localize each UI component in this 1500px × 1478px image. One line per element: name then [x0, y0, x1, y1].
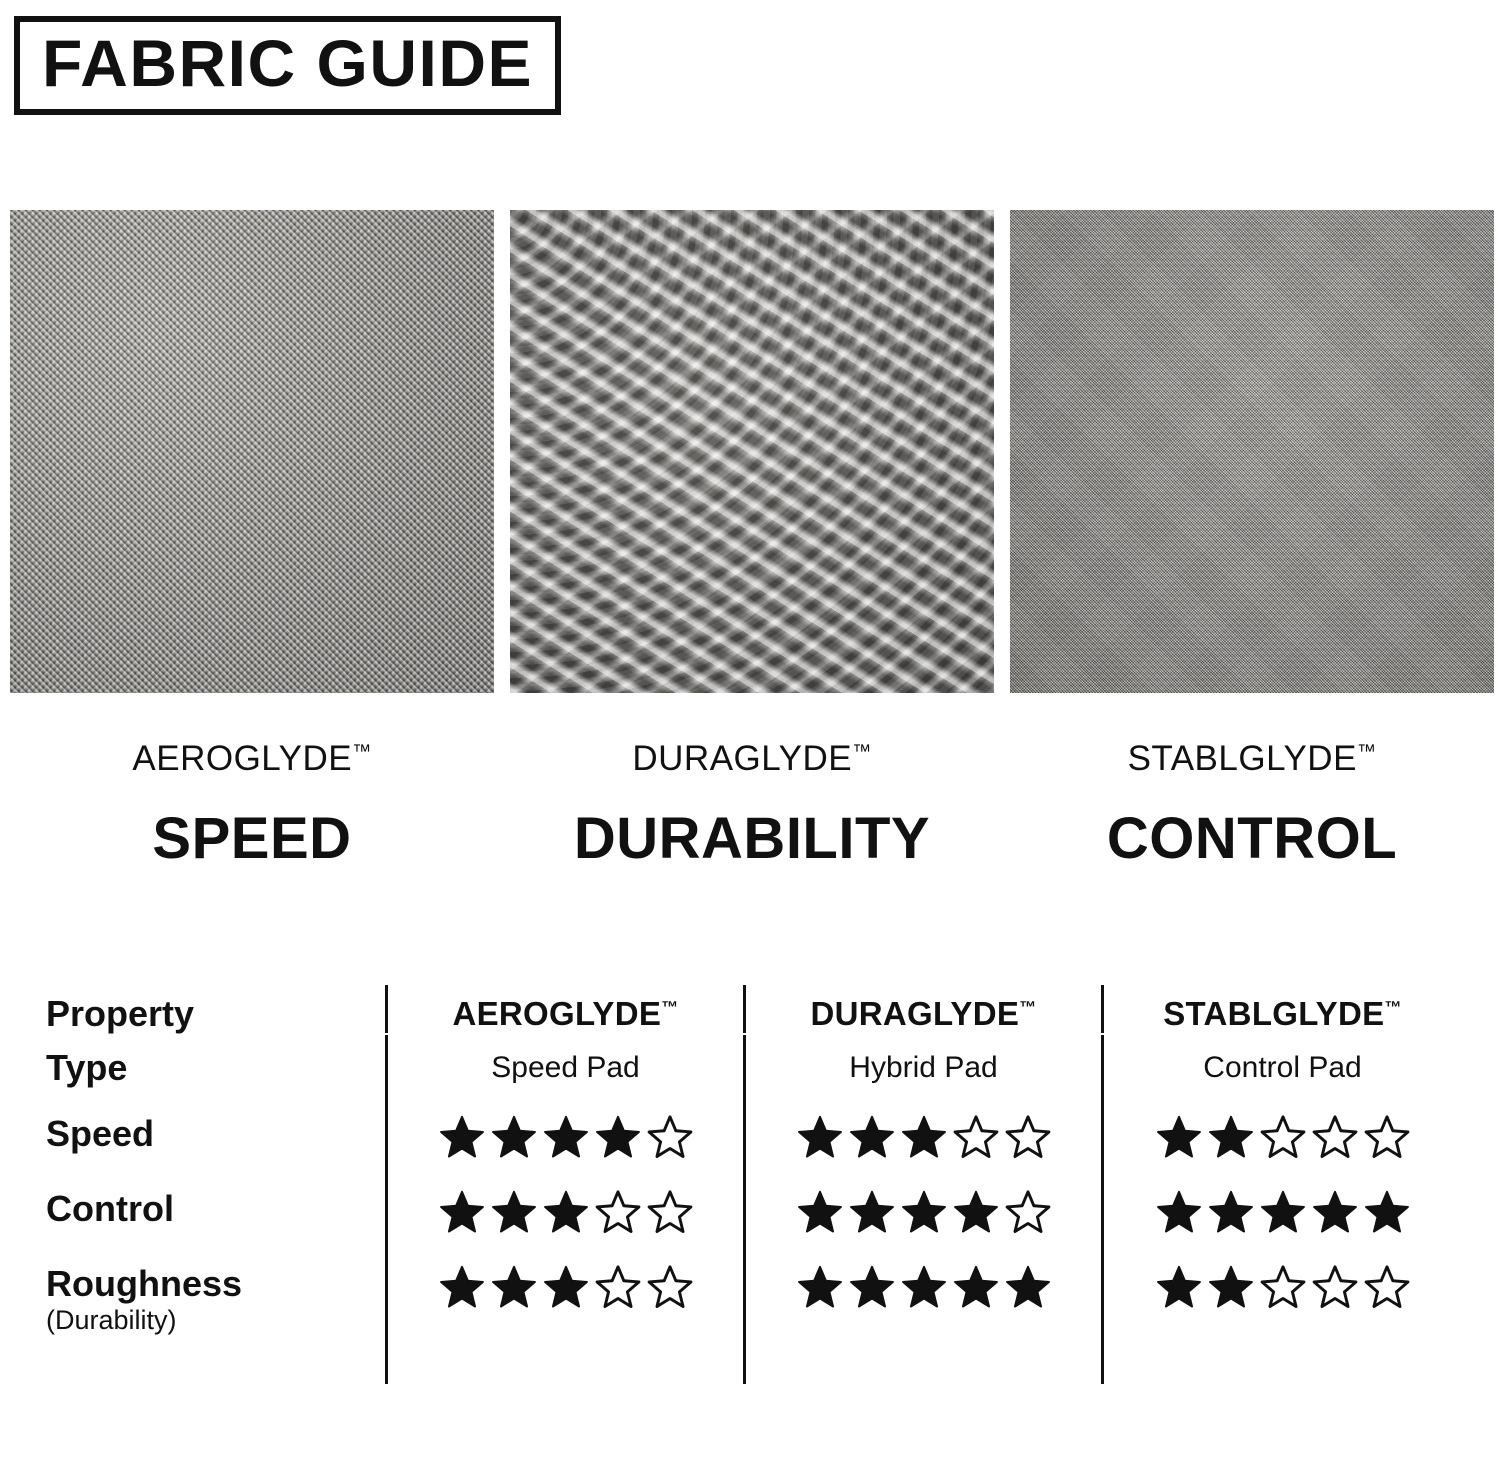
star-rating	[436, 1115, 696, 1159]
star-filled-icon	[1156, 1190, 1202, 1234]
table-cell-control-aeroglyde	[385, 1178, 743, 1253]
star-empty-icon	[1364, 1265, 1410, 1309]
table-cell-text: Control Pad	[1203, 1051, 1362, 1084]
star-filled-icon	[543, 1115, 589, 1159]
star-filled-icon	[543, 1265, 589, 1309]
star-filled-icon	[849, 1265, 895, 1309]
trademark-icon: ™	[1356, 741, 1377, 763]
star-empty-icon	[1260, 1115, 1306, 1159]
fabric-name-duraglyde-text: DURAGLYDE	[632, 739, 853, 778]
star-empty-icon	[1005, 1190, 1051, 1234]
star-filled-icon	[849, 1115, 895, 1159]
star-filled-icon	[797, 1265, 843, 1309]
trademark-icon: ™	[352, 741, 372, 763]
fabric-benefit-duraglyde: DURABILITY	[573, 806, 931, 871]
row-sublabel-text: (Durability)	[46, 1305, 177, 1336]
star-filled-icon	[797, 1115, 843, 1159]
table-row-label-roughness	[40, 1253, 385, 1337]
row-label-text: Control	[46, 1188, 174, 1229]
star-empty-icon	[595, 1265, 641, 1309]
fabric-swatch-dense-weave-icon	[1010, 210, 1494, 693]
star-filled-icon	[1208, 1265, 1254, 1309]
table-cell-roughness-duraglyde	[743, 1253, 1101, 1384]
table-row-label-type	[40, 1035, 385, 1088]
page-title: FABRIC GUIDE	[42, 26, 534, 100]
table-header-property: Property	[46, 993, 195, 1034]
table-cell-text: Speed Pad	[491, 1051, 640, 1084]
fabric-swatch-fine-weave-icon	[10, 210, 494, 693]
page-title-box	[14, 16, 561, 115]
star-filled-icon	[1260, 1190, 1306, 1234]
table-header-aeroglyde	[385, 985, 743, 1033]
table-row	[40, 1035, 1460, 1103]
row-label-text: Roughness	[46, 1263, 243, 1304]
fabric-swatch-honeycomb-weave-icon	[510, 210, 994, 693]
table-row	[40, 1253, 1460, 1384]
star-empty-icon	[1260, 1265, 1306, 1309]
fabric-card-aeroglyde	[10, 210, 494, 872]
table-header-stablglyde	[1101, 985, 1461, 1033]
table-cell-speed-stablglyde	[1101, 1103, 1461, 1178]
star-filled-icon	[1208, 1115, 1254, 1159]
table-cell-speed-aeroglyde	[385, 1103, 743, 1178]
row-label-text: Type	[46, 1047, 128, 1088]
fabric-name-stablglyde-text: STABLGLYDE	[1127, 739, 1357, 778]
trademark-icon: ™	[661, 998, 679, 1017]
star-filled-icon	[1005, 1265, 1051, 1309]
row-label-text: Speed	[46, 1113, 155, 1154]
table-row-label-control	[40, 1178, 385, 1229]
star-filled-icon	[901, 1115, 947, 1159]
star-filled-icon	[491, 1115, 537, 1159]
star-filled-icon	[1156, 1265, 1202, 1309]
star-rating	[1153, 1190, 1413, 1234]
star-rating	[794, 1190, 1054, 1234]
fabric-card-stablglyde	[1010, 210, 1494, 872]
star-empty-icon	[1364, 1115, 1410, 1159]
star-filled-icon	[439, 1190, 485, 1234]
fabric-card-duraglyde	[510, 210, 994, 872]
table-cell-control-duraglyde	[743, 1178, 1101, 1253]
table-cell-speed-duraglyde	[743, 1103, 1101, 1178]
star-filled-icon	[491, 1265, 537, 1309]
star-filled-icon	[901, 1265, 947, 1309]
trademark-icon: ™	[1384, 998, 1402, 1017]
star-empty-icon	[1312, 1115, 1358, 1159]
table-header-aeroglyde-text: AEROGLYDE	[452, 995, 662, 1032]
star-filled-icon	[1312, 1190, 1358, 1234]
star-rating	[794, 1115, 1054, 1159]
star-filled-icon	[439, 1265, 485, 1309]
star-rating	[436, 1190, 696, 1234]
table-row-label-speed	[40, 1103, 385, 1154]
star-filled-icon	[953, 1190, 999, 1234]
table-header-stablglyde-text: STABLGLYDE	[1163, 995, 1385, 1032]
table-header-duraglyde	[743, 985, 1101, 1033]
trademark-icon: ™	[1019, 998, 1037, 1017]
comparison-table	[40, 985, 1460, 1384]
star-rating	[794, 1265, 1054, 1309]
star-filled-icon	[901, 1190, 947, 1234]
fabric-name-stablglyde	[1010, 739, 1494, 779]
star-filled-icon	[797, 1190, 843, 1234]
table-cell-roughness-aeroglyde	[385, 1253, 743, 1384]
table-cell-type-aeroglyde	[385, 1035, 743, 1103]
star-filled-icon	[491, 1190, 537, 1234]
trademark-icon: ™	[852, 741, 872, 763]
star-filled-icon	[595, 1115, 641, 1159]
star-rating	[436, 1265, 696, 1309]
star-empty-icon	[1005, 1115, 1051, 1159]
star-rating	[1153, 1265, 1413, 1309]
table-cell-roughness-stablglyde	[1101, 1253, 1461, 1384]
table-cell-text: Hybrid Pad	[849, 1051, 998, 1084]
star-filled-icon	[543, 1190, 589, 1234]
fabric-name-aeroglyde	[10, 739, 494, 779]
star-empty-icon	[647, 1115, 693, 1159]
table-row	[40, 1178, 1460, 1253]
table-cell-type-duraglyde	[743, 1035, 1101, 1103]
table-row	[40, 1103, 1460, 1178]
star-empty-icon	[953, 1115, 999, 1159]
star-filled-icon	[953, 1265, 999, 1309]
fabric-name-duraglyde	[510, 739, 994, 779]
star-filled-icon	[439, 1115, 485, 1159]
fabric-benefit-aeroglyde: SPEED	[152, 806, 352, 871]
star-filled-icon	[849, 1190, 895, 1234]
star-empty-icon	[647, 1190, 693, 1234]
fabric-swatch-row	[10, 210, 1490, 872]
fabric-name-aeroglyde-text: AEROGLYDE	[132, 739, 353, 778]
fabric-benefit-stablglyde: CONTROL	[1106, 806, 1398, 871]
star-empty-icon	[595, 1190, 641, 1234]
table-header-duraglyde-text: DURAGLYDE	[810, 995, 1020, 1032]
table-cell-type-stablglyde	[1101, 1035, 1461, 1103]
star-empty-icon	[1312, 1265, 1358, 1309]
star-filled-icon	[1208, 1190, 1254, 1234]
star-empty-icon	[647, 1265, 693, 1309]
table-header-row	[40, 985, 1460, 1035]
star-filled-icon	[1156, 1115, 1202, 1159]
star-filled-icon	[1364, 1190, 1410, 1234]
table-cell-control-stablglyde	[1101, 1178, 1461, 1253]
star-rating	[1153, 1115, 1413, 1159]
